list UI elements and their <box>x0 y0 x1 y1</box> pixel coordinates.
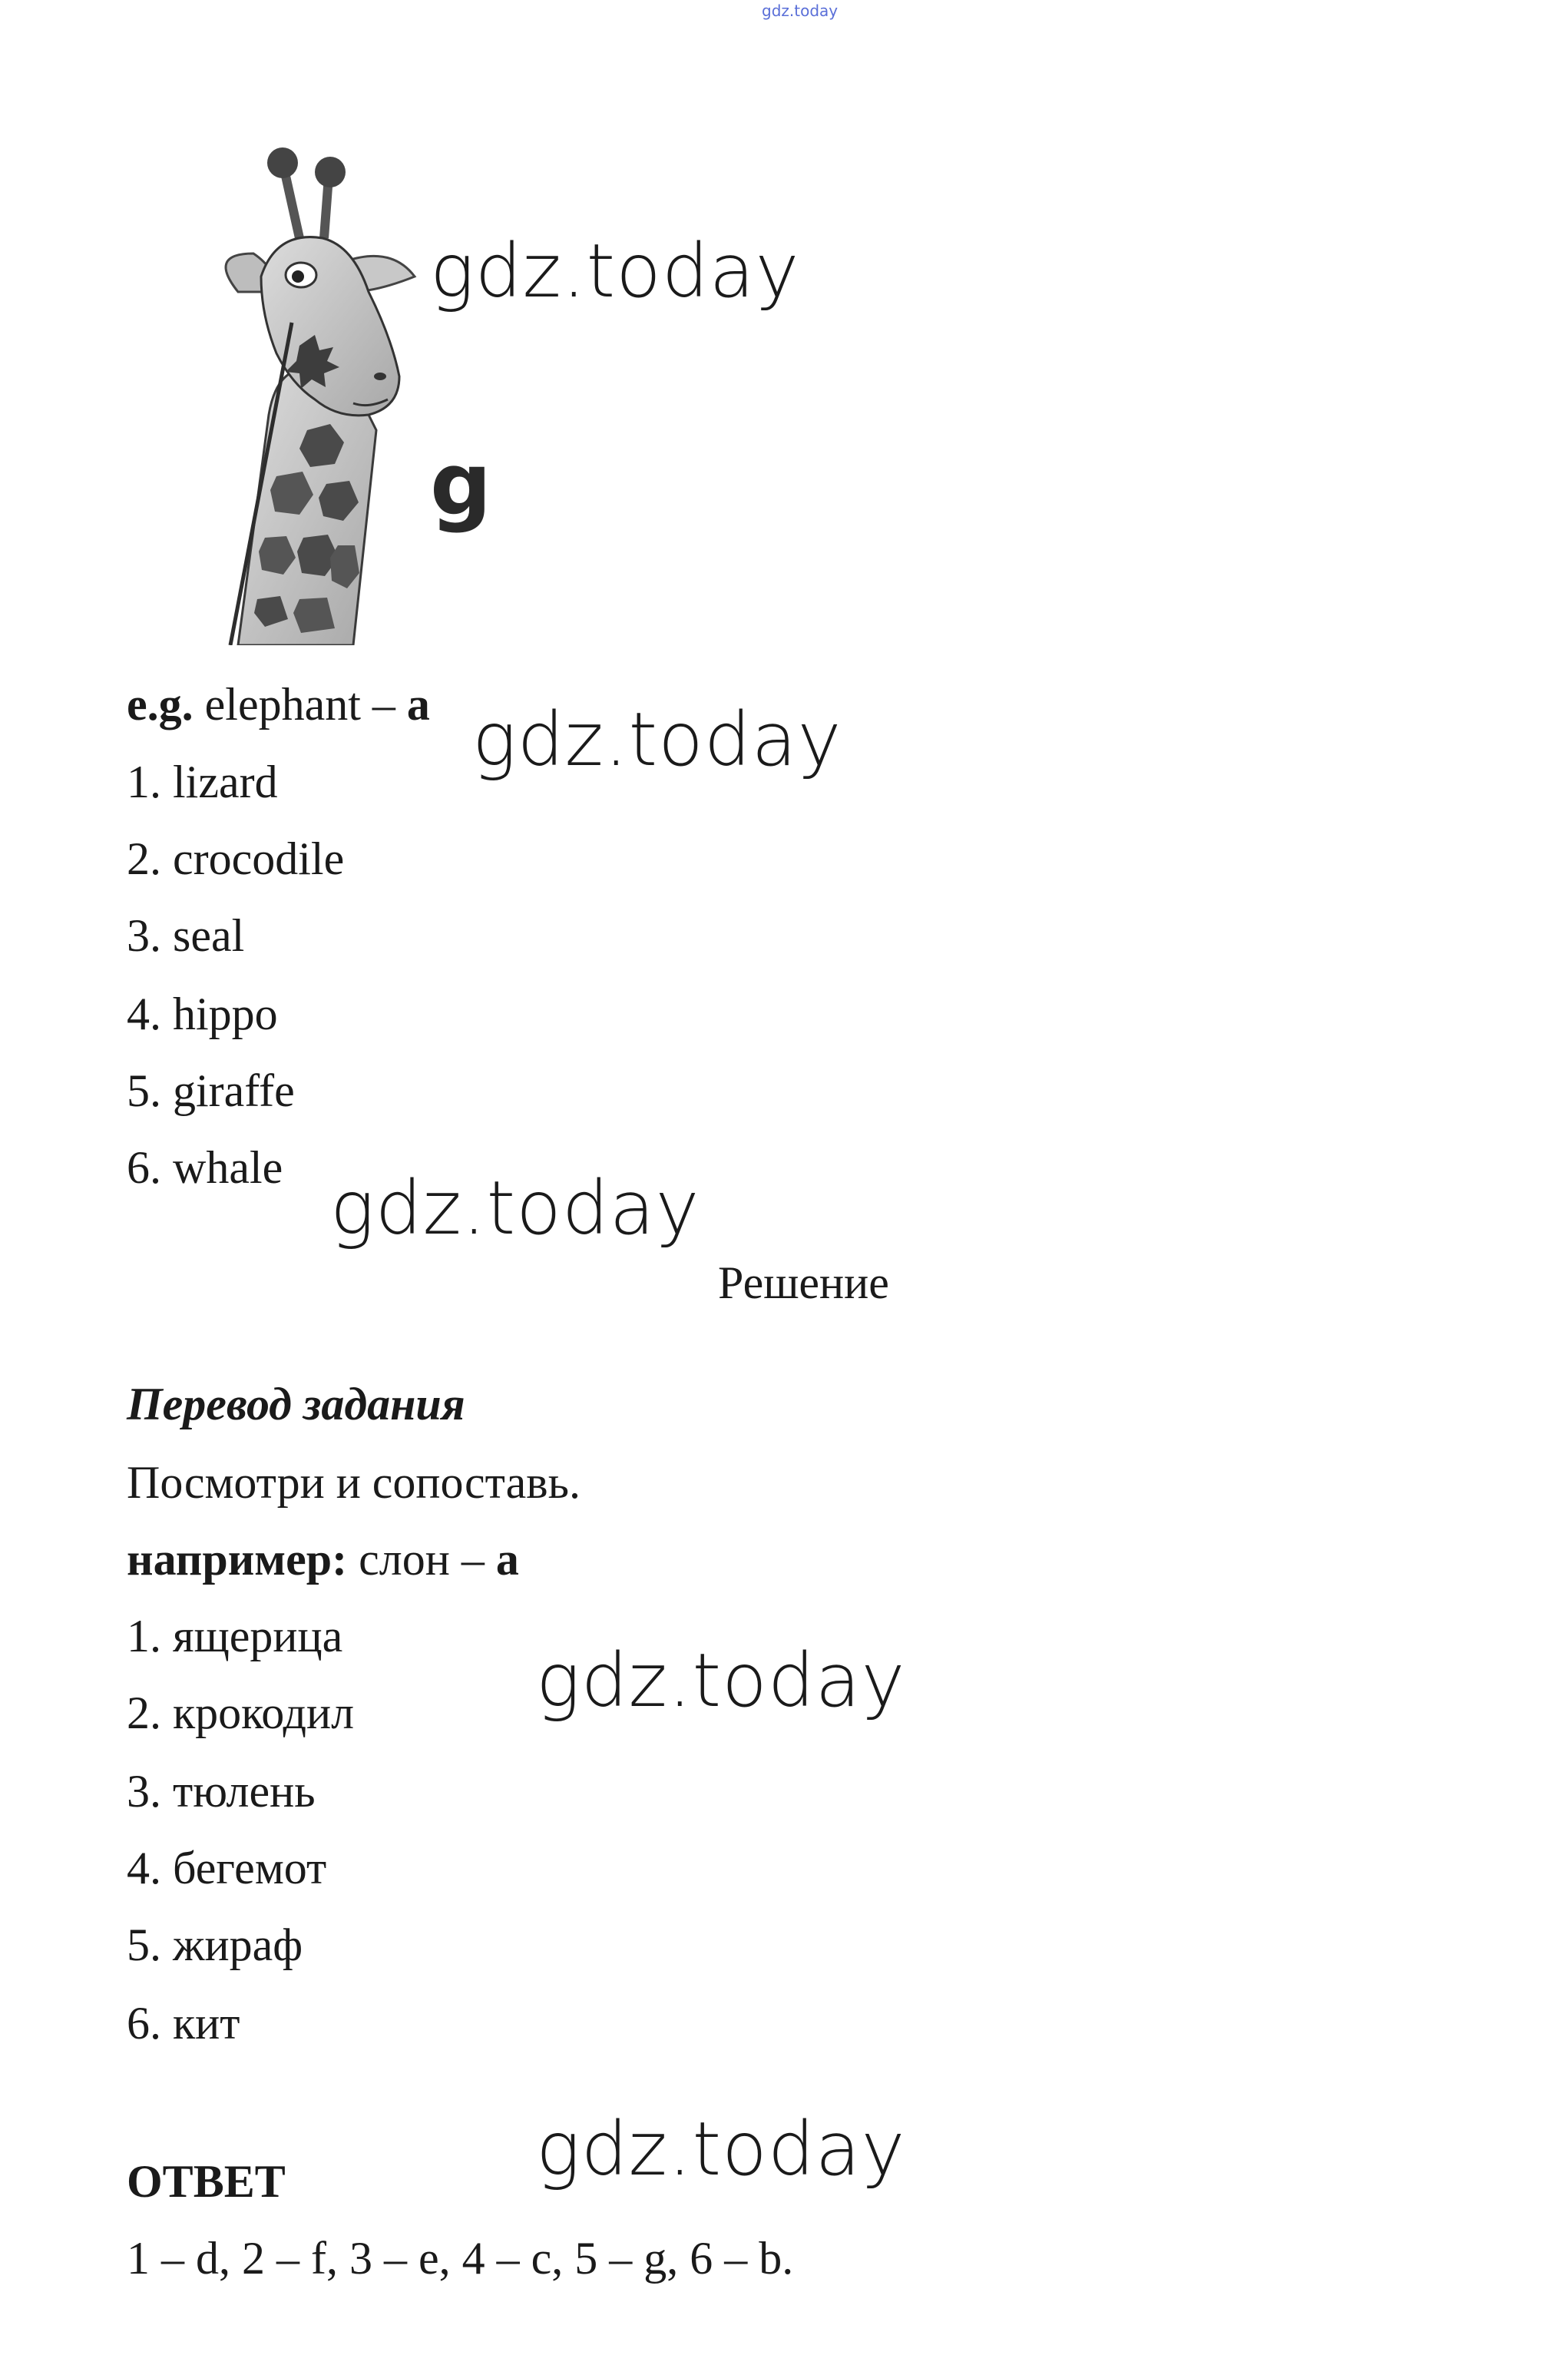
example-line <box>127 679 430 730</box>
translation-item: 3. тюлень <box>127 1766 316 1817</box>
example-prefix: e.g. <box>127 679 194 730</box>
translation-heading: Перевод задания <box>127 1379 465 1429</box>
answer-text: 1 – d, 2 – f, 3 – e, 4 – c, 5 – g, 6 – b. <box>127 2233 794 2284</box>
translation-example-prefix: например: <box>127 1534 348 1585</box>
solution-heading: Решение <box>718 1257 889 1308</box>
list-item: 5. giraffe <box>127 1065 295 1116</box>
watermark: gdz.today <box>472 697 842 783</box>
example-word: elephant – <box>204 679 395 730</box>
picture-letter-label: g <box>430 435 492 535</box>
watermark: gdz.today <box>536 2106 906 2192</box>
giraffe-illustration <box>123 138 484 645</box>
translation-example-word: слон – <box>359 1534 485 1585</box>
watermark: gdz.today <box>536 1638 906 1724</box>
translation-item: 1. ящерица <box>127 1611 343 1661</box>
translation-item: 2. крокодил <box>127 1688 355 1738</box>
watermark: gdz.today <box>430 228 800 314</box>
translation-example-line <box>127 1534 519 1585</box>
list-item: 4. hippo <box>127 989 278 1039</box>
instruction-text: Посмотри и сопоставь. <box>127 1457 581 1508</box>
translation-example-answer: а <box>495 1534 519 1585</box>
translation-item: 4. бегемот <box>127 1843 327 1893</box>
site-mark[interactable]: gdz.today <box>762 2 839 20</box>
translation-item: 6. кит <box>127 1998 240 2049</box>
translation-item: 5. жираф <box>127 1920 303 1970</box>
list-item: 6. whale <box>127 1142 283 1193</box>
watermark: gdz.today <box>330 1165 700 1251</box>
list-item: 2. crocodile <box>127 833 345 884</box>
list-item: 3. seal <box>127 910 245 961</box>
list-item: 1. lizard <box>127 757 278 807</box>
answer-heading: ОТВЕТ <box>127 2156 286 2207</box>
example-answer: a <box>406 679 430 730</box>
